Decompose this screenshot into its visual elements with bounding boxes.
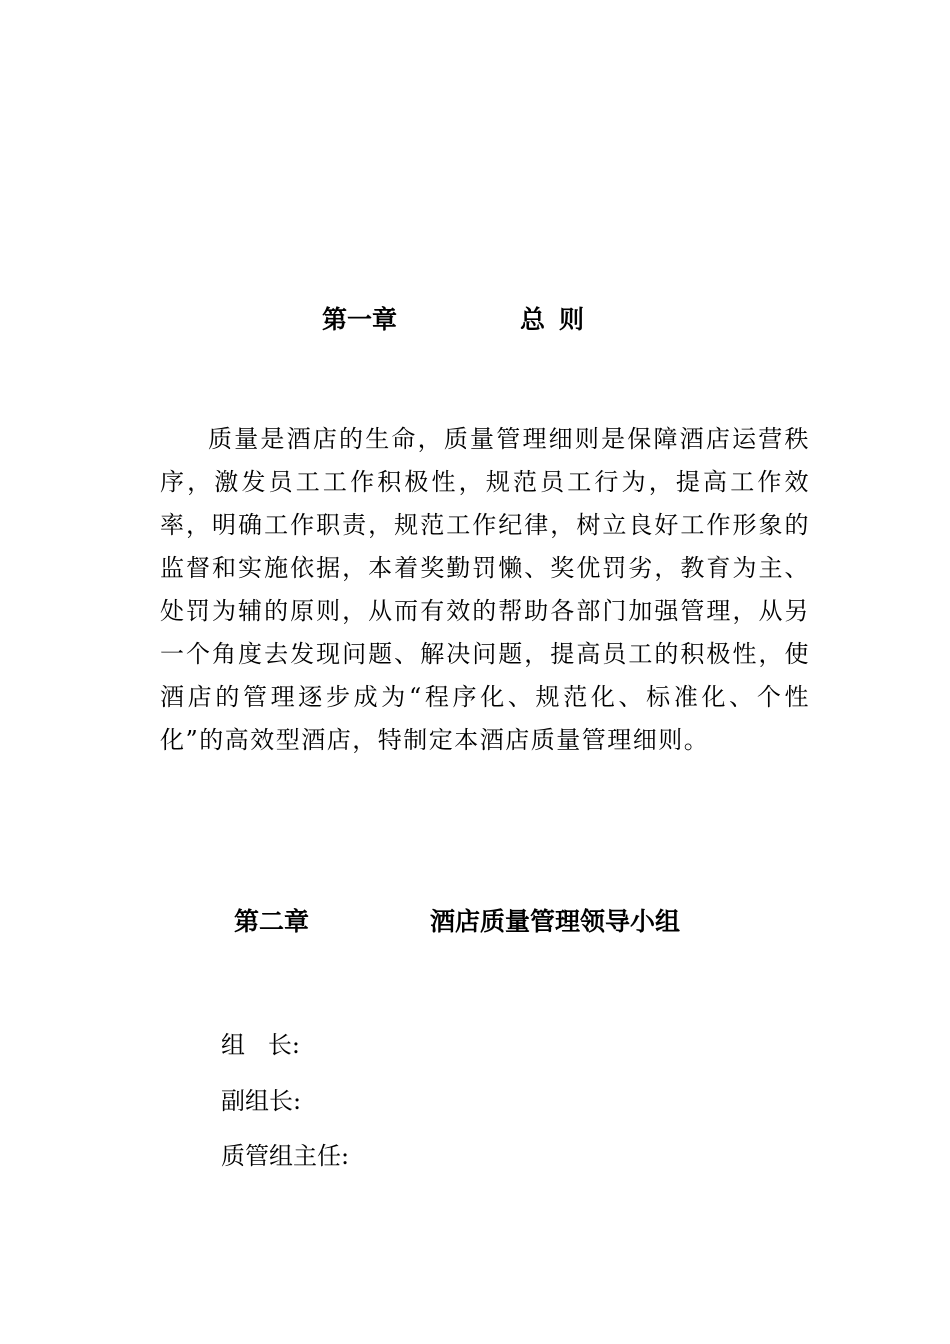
chapter-1-paragraph: 质量是酒店的生命，质量管理细则是保障酒店运营秩序，激发员工工作积极性，规范员工行为，提高工作效率，明确工作职责，规范工作纪律，树立良好工作形象的监督和实施依据，本着奖勤罚懒、奖优罚劣，教育为主、处罚为辅的原则，从而有效的帮助各部门加强管理，从另一个角度去发现问题、解决问题，提高员工的积极性，使酒店的管理逐步成为“程序化、规范化、标准化、个性化”的高效型酒店，特制定本酒店质量管理细则。 [160, 425, 810, 754]
chapter-1-number: 第一章 [322, 305, 398, 334]
chapter-2-number: 第二章 [234, 907, 310, 936]
field-deputy-leader: 副组长: [221, 1087, 302, 1115]
field-qc-director: 质管组主任: [221, 1142, 350, 1170]
chapter-1-title: 总则 [520, 305, 599, 334]
field-group-leader: 组 长: [221, 1031, 300, 1059]
chapter-2-title: 酒店质量管理领导小组 [430, 907, 681, 936]
